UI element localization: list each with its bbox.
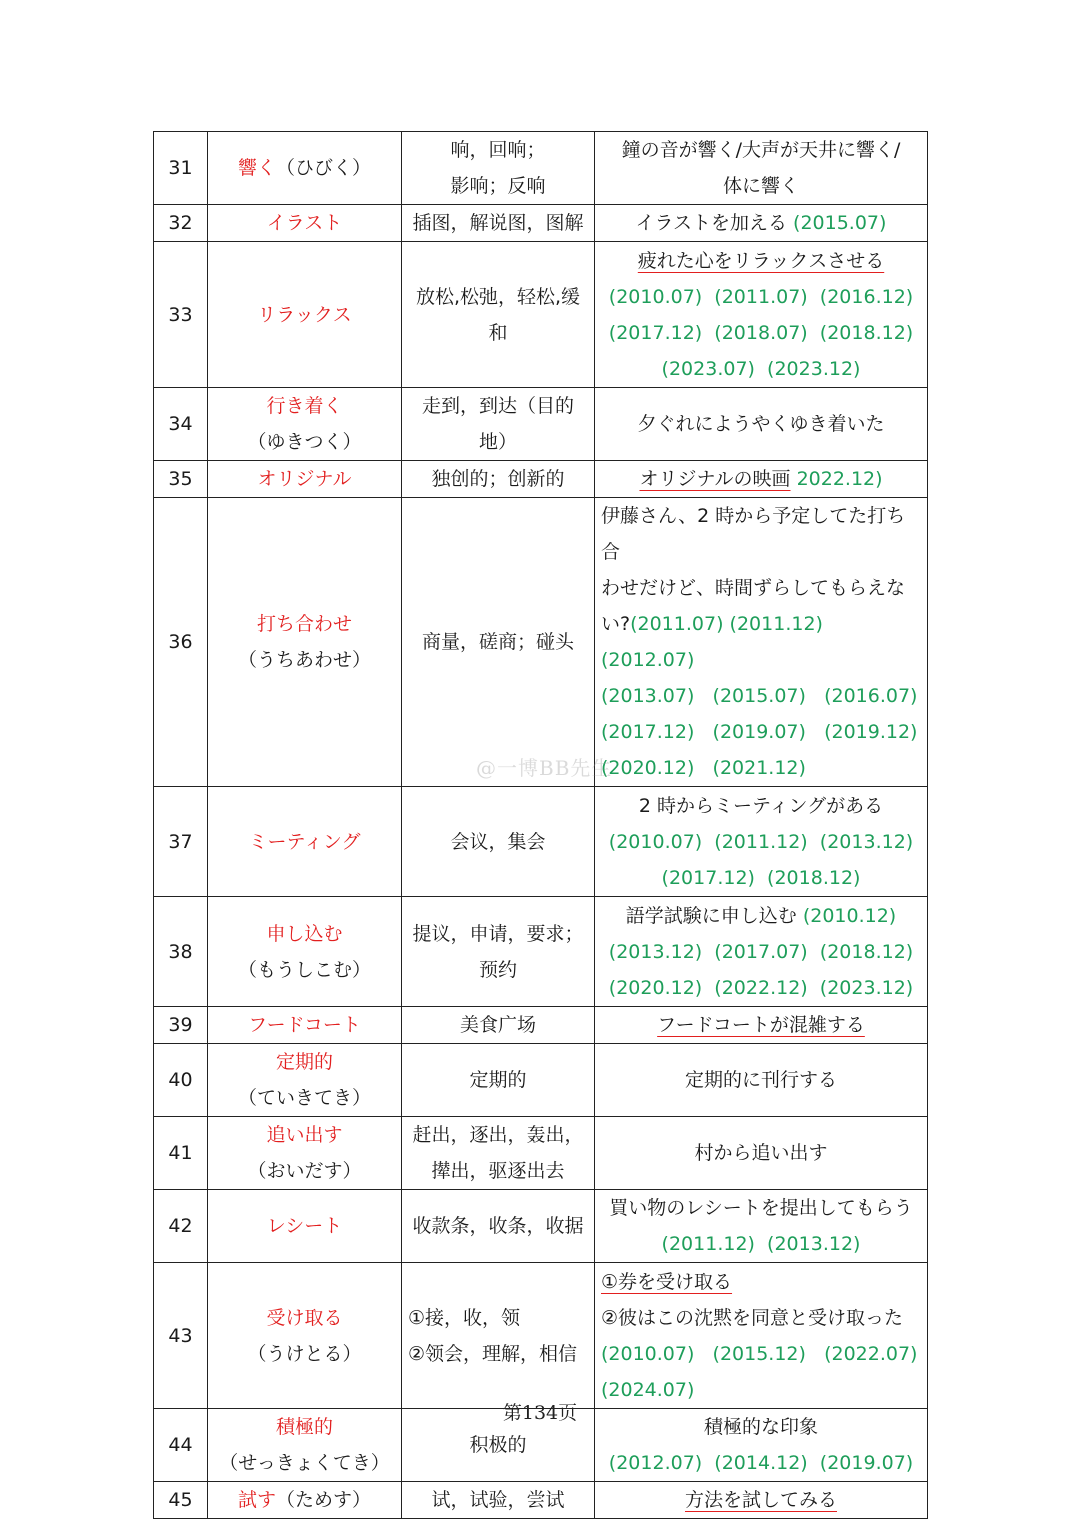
exam-year: (2012.07) — [601, 649, 695, 671]
example-cell: 夕ぐれにようやくゆき着いた — [595, 388, 928, 461]
word: リラックス — [257, 303, 352, 326]
example-line: 語学試験に申し込む — [625, 904, 797, 927]
word-cell — [208, 1190, 402, 1263]
meaning-line: 提议，申请，要求； — [412, 922, 584, 945]
row-number: 33 — [154, 242, 208, 388]
word: ミーティング — [248, 830, 361, 853]
word-cell — [208, 461, 402, 498]
table-row — [154, 787, 928, 897]
reading: （おいだす） — [247, 1160, 362, 1182]
exam-year: (2022.07) — [824, 1342, 918, 1365]
row-number: 36 — [154, 498, 208, 787]
reading: （うけとる） — [247, 1342, 362, 1365]
meaning-line: ①接，收，领 — [408, 1306, 521, 1329]
word-cell — [208, 1482, 402, 1519]
exam-year: (2011.12) — [714, 830, 808, 853]
word: イラスト — [266, 212, 343, 234]
reading: （ゆきつく） — [247, 431, 362, 453]
exam-year: (2015.12) — [712, 1342, 806, 1365]
word: レシート — [266, 1215, 343, 1237]
meaning-cell: 插图，解说图，图解 — [402, 205, 595, 242]
meaning-cell: 收款条，收条，收据 — [402, 1190, 595, 1263]
example-cell — [595, 1263, 928, 1409]
word: オリジナル — [257, 468, 352, 490]
example-line: わせだけど、時間ずらしてもらえな — [601, 577, 906, 599]
row-number: 39 — [154, 1007, 208, 1044]
exam-year: (2016.12) — [819, 285, 914, 308]
word-cell — [208, 897, 402, 1007]
exam-year: (2023.07) — [661, 357, 755, 380]
exam-year: (2013.12) — [767, 1233, 861, 1255]
word-cell — [208, 1263, 402, 1409]
exam-year: (2010.07) — [608, 830, 703, 853]
table-row — [154, 1190, 928, 1263]
example-line: ②彼はこの沈黙を同意と受け取った — [601, 1306, 904, 1329]
example-line: 2 時からミーティングがある — [638, 794, 884, 817]
exam-year: (2013.07) — [601, 685, 695, 707]
exam-year: (2024.07) — [601, 1378, 695, 1401]
example-cell — [595, 787, 928, 897]
meaning-line: 影响；反响 — [450, 175, 546, 197]
row-number: 32 — [154, 205, 208, 242]
exam-year: (2010.07) — [601, 1342, 695, 1365]
reading: （ひびく） — [276, 157, 372, 179]
meaning-cell: 商量，磋商；碰头 — [402, 498, 595, 787]
row-number: 35 — [154, 461, 208, 498]
exam-year: (2011.07) — [630, 613, 724, 635]
meaning-cell: 积极的 — [402, 1409, 595, 1482]
table-row — [154, 1117, 928, 1190]
word: 受け取る — [266, 1306, 343, 1329]
row-number: 34 — [154, 388, 208, 461]
example-cell — [595, 132, 928, 205]
word-cell — [208, 498, 402, 787]
exam-year: (2023.12) — [767, 357, 861, 380]
word: 追い出す — [266, 1124, 343, 1146]
meaning-cell: 放松,松弛，轻松,缓和 — [402, 242, 595, 388]
word: 積極的 — [275, 1416, 333, 1438]
word-cell — [208, 388, 402, 461]
word: 試す — [237, 1489, 276, 1511]
example-cell — [595, 205, 928, 242]
reading: （ていきてき） — [237, 1087, 371, 1109]
meaning-cell: 走到，到达（目的地） — [402, 388, 595, 461]
table-row — [154, 461, 928, 498]
example-line: フードコートが混雑する — [657, 1014, 865, 1036]
example-cell: 定期的に刊行する — [595, 1044, 928, 1117]
example-line: ①券を受け取る — [601, 1270, 733, 1293]
exam-year: (2018.12) — [767, 866, 861, 889]
meaning-cell: 会议，集会 — [402, 787, 595, 897]
vocab-table — [153, 131, 928, 1519]
example-line: 伊藤さん、2 時から予定してた打ち合 — [601, 505, 906, 563]
row-number: 40 — [154, 1044, 208, 1117]
meaning-cell: 定期的 — [402, 1044, 595, 1117]
meaning-line: ②领会，理解，相信 — [408, 1342, 578, 1365]
exam-year: (2015.07) — [712, 685, 806, 707]
row-number: 44 — [154, 1409, 208, 1482]
table-row — [154, 1044, 928, 1117]
exam-year: (2017.12) — [608, 321, 703, 344]
word: 行き着く — [266, 395, 343, 417]
word-cell — [208, 242, 402, 388]
exam-year: (2020.12) — [608, 976, 703, 999]
example-line: 鐘の音が響く/大声が天井に響く/ — [621, 139, 901, 161]
exam-year: (2011.07) — [714, 285, 808, 308]
row-number: 41 — [154, 1117, 208, 1190]
exam-year: (2019.12) — [824, 721, 918, 743]
exam-year: (2017.12) — [601, 721, 695, 743]
exam-year: (2010.07) — [608, 285, 703, 308]
example-cell — [595, 897, 928, 1007]
word-cell — [208, 132, 402, 205]
meaning-line: 赶出，逐出，轰出， — [412, 1124, 584, 1146]
meaning-cell: 试，试验，尝试 — [402, 1482, 595, 1519]
example-line: 積極的な印象 — [703, 1416, 818, 1438]
exam-year: (2021.12) — [712, 757, 806, 779]
table-row — [154, 132, 928, 205]
example-line: 方法を試してみる — [684, 1489, 837, 1511]
exam-year: (2022.12) — [714, 976, 808, 999]
word: 響く — [237, 157, 276, 179]
exam-year: 2022.12) — [796, 468, 883, 490]
table-row — [154, 1007, 928, 1044]
meaning-cell: 独创的；创新的 — [402, 461, 595, 498]
word-cell — [208, 205, 402, 242]
exam-year: (2011.12) — [729, 613, 823, 635]
table-row — [154, 205, 928, 242]
meaning-cell: 美食广场 — [402, 1007, 595, 1044]
example-line: イラストを加える — [635, 212, 787, 234]
exam-year: (2019.07) — [712, 721, 806, 743]
example-cell — [595, 242, 928, 388]
table-row — [154, 897, 928, 1007]
example-line: オリジナルの映画 — [639, 468, 791, 490]
reading: （もうしこむ） — [237, 958, 371, 981]
example-line: 買い物のレシートを提出してもらう — [609, 1197, 913, 1219]
meaning-cell — [402, 897, 595, 1007]
exam-year: (2017.12) — [661, 866, 755, 889]
word-cell — [208, 1044, 402, 1117]
example-cell: 村から追い出す — [595, 1117, 928, 1190]
exam-year: (2018.12) — [819, 321, 914, 344]
word: 定期的 — [275, 1051, 333, 1073]
meaning-line: 预约 — [478, 958, 517, 981]
exam-year: (2010.12) — [802, 904, 897, 927]
row-number: 43 — [154, 1263, 208, 1409]
reading: （せっきょくてき） — [219, 1452, 390, 1474]
table-row — [154, 1263, 928, 1409]
reading: （うちあわせ） — [237, 649, 371, 671]
example-line: い? — [601, 613, 631, 635]
meaning-cell — [402, 1117, 595, 1190]
row-number: 31 — [154, 132, 208, 205]
word-cell — [208, 1007, 402, 1044]
exam-year: (2018.07) — [714, 321, 808, 344]
example-cell — [595, 498, 928, 787]
exam-year: (2017.07) — [714, 940, 808, 963]
exam-year: (2019.07) — [819, 1452, 914, 1474]
exam-year: (2018.12) — [819, 940, 914, 963]
word: 打ち合わせ — [256, 613, 352, 635]
word-cell — [208, 1117, 402, 1190]
exam-year: (2012.07) — [608, 1452, 703, 1474]
word: 申し込む — [266, 922, 343, 945]
reading: （ためす） — [276, 1489, 372, 1511]
example-line: 疲れた心をリラックスさせる — [637, 249, 885, 272]
exam-year: (2013.12) — [819, 830, 914, 853]
exam-year: (2015.07) — [793, 212, 887, 234]
exam-year: (2016.07) — [824, 685, 918, 707]
exam-year: (2011.12) — [661, 1233, 755, 1255]
example-cell — [595, 461, 928, 498]
exam-year: (2020.12) — [601, 757, 695, 779]
table-row — [154, 1482, 928, 1519]
example-cell — [595, 1482, 928, 1519]
example-line: 体に響く — [722, 175, 799, 197]
table-row — [154, 498, 928, 787]
exam-year: (2023.12) — [819, 976, 914, 999]
page-footer: 第134页 — [502, 1402, 578, 1424]
meaning-cell — [402, 1263, 595, 1409]
watermark: @一博BB先生 — [476, 756, 613, 780]
example-cell — [595, 1190, 928, 1263]
row-number: 42 — [154, 1190, 208, 1263]
table-row — [154, 388, 928, 461]
row-number: 37 — [154, 787, 208, 897]
table-row — [154, 242, 928, 388]
word: フードコート — [248, 1014, 361, 1036]
meaning-cell — [402, 132, 595, 205]
exam-year: (2014.12) — [714, 1452, 808, 1474]
word-cell — [208, 787, 402, 897]
exam-year: (2013.12) — [608, 940, 703, 963]
row-number: 38 — [154, 897, 208, 1007]
meaning-line: 响，回响； — [450, 139, 546, 161]
row-number: 45 — [154, 1482, 208, 1519]
meaning-line: 撵出，驱逐出去 — [431, 1160, 565, 1182]
example-cell — [595, 1007, 928, 1044]
